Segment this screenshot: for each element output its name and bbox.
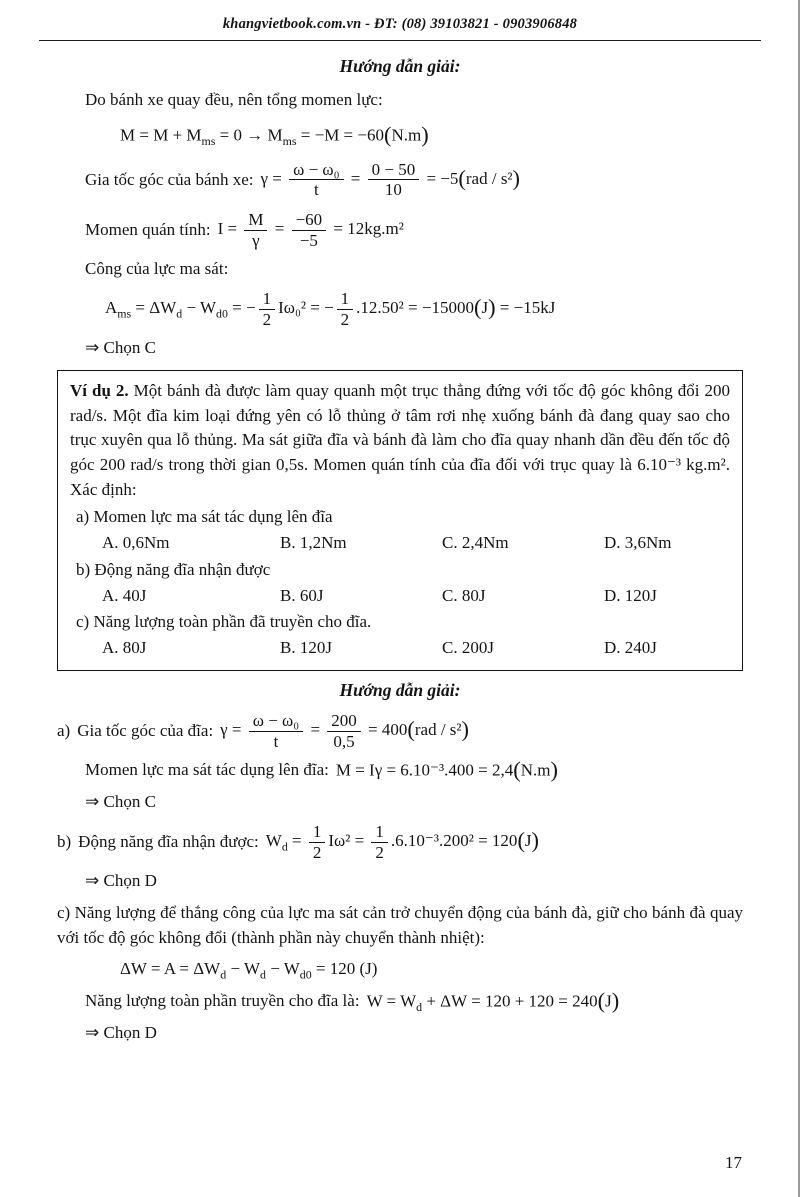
- solution-a-line1: [57, 711, 743, 751]
- answer-line-1: ⇒ Chọn C: [85, 338, 156, 358]
- solution-b-text: Động năng đĩa nhận được:: [78, 832, 259, 852]
- formula-disc-angular-accel: γ = $\frac{\text{ω − ω₀}}{t}$ = $\frac{200}{0,5}$ = 400(rad / s²): [220, 711, 469, 751]
- solution-c-text2: Năng lượng toàn phần truyền cho đĩa là:: [85, 991, 360, 1011]
- formula-friction-moment: M = Iγ = 6.10⁻³.400 = 2,4(N.m): [335, 757, 558, 783]
- answer-line-a: ⇒ Chọn C: [85, 792, 156, 812]
- solution-c-formula1: [120, 956, 743, 982]
- choice-b3: C. 80J: [442, 585, 486, 605]
- solution-c-text: c) Năng lượng để thắng công của lực ma sát cản trở chuyển động của bánh đà, giữ cho bánh đà quay với tốc độ góc không đổi (thành phần này chuyển thành nhiệt):: [57, 903, 743, 947]
- paragraph-intro: Do bánh xe quay đều, nên tổng momen lực:: [85, 90, 383, 109]
- choice-c3: C. 200J: [442, 638, 494, 658]
- solution-a-label: a): [57, 721, 71, 741]
- formula-friction-work: $A_{ms} = \Delta W_d - W_{d0}$ = − $\frac{1}{2}$ Iω₀² = − $\frac{1}{2}$ .12.50² = −15000(J) = −15kJ: [105, 289, 556, 329]
- choice-a4: D. 3,6Nm: [604, 533, 672, 553]
- example-body: Một bánh đà được làm quay quanh một trục thẳng đứng với tốc độ góc không đổi 200 rad/s. Một đĩa kim loại đứng yên có lỗ thủng ở tâm rơi nhẹ xuống bánh đà đang quay sao cho trục xuyên qua lỗ thủng. Ma sát giữa đĩa và bánh đà làm cho đĩa quay nhanh dần đều đến tốc độ góc 200 rad/s trong thời gian 0,5s. Momen quán tính của đĩa đối với trục quay là 6.10⁻³ kg.m². Xác định:: [70, 381, 730, 499]
- formula-total-moment: $M = M + M_{ms} = 0 \to M_{ms} = -M = -60(N.m)$: [120, 121, 429, 148]
- solution-b-label: b): [57, 832, 72, 852]
- choice-a2: B. 1,2Nm: [280, 533, 347, 553]
- page-number: 17: [725, 1153, 742, 1172]
- solution-a-text: Gia tốc góc của đĩa:: [77, 721, 214, 741]
- line-angular-accel: [85, 160, 743, 200]
- solution-a-line2: [85, 757, 743, 783]
- solution-a-text2: Momen lực ma sát tác dụng lên đĩa:: [85, 760, 329, 780]
- line-moment-inertia: [85, 210, 743, 250]
- formula-heat-energy: $\Delta W = A = \Delta W_d - W_d - W_{d0} = 120$ (J): [120, 959, 378, 982]
- solution-c-line2: [85, 988, 743, 1014]
- answer-line-c: ⇒ Chọn D: [85, 1023, 157, 1043]
- paragraph-friction-work: Công của lực ma sát:: [85, 259, 229, 279]
- example-label: Ví dụ 2.: [70, 381, 129, 401]
- formula-angular-accel: γ = $\frac{\text{ω − ω₀}}{t}$ = $\frac{0 - 50}{10}$ = −5(rad / s²): [260, 159, 521, 200]
- solution-b-line: [57, 822, 743, 862]
- choice-c4: D. 240J: [604, 638, 657, 658]
- header-text: khangvietbook.com.vn - ĐT: (08) 39103821 - 0903906848: [222, 16, 578, 32]
- answer-line-b: ⇒ Chọn D: [85, 871, 157, 891]
- example-box: [57, 370, 743, 671]
- choice-a3: C. 2,4Nm: [442, 533, 509, 553]
- question-c: c) Năng lượng toàn phần đã truyền cho đĩa.: [76, 612, 372, 632]
- example-statement: [70, 379, 730, 502]
- question-b: b) Động năng đĩa nhận được: [76, 559, 271, 579]
- choice-b1: A. 40J: [102, 585, 147, 605]
- choice-c1: A. 80J: [102, 638, 147, 658]
- choices-row-c: [102, 636, 730, 660]
- label-angular-accel: Gia tốc góc của bánh xe:: [85, 169, 254, 189]
- choices-row-b: [102, 584, 730, 608]
- choice-a1: A. 0,6Nm: [102, 533, 170, 553]
- formula-line-total-moment: [120, 122, 743, 148]
- solution-title-2: Hướng dẫn giải:: [339, 680, 461, 701]
- choice-b4: D. 120J: [604, 585, 657, 605]
- header-divider: [39, 40, 761, 41]
- formula-kinetic-energy: $W_d$ = $\frac{1}{2}$ Iω² = $\frac{1}{2}$ .6.10⁻³.200² = 120(J): [265, 822, 540, 862]
- solution-title-1: Hướng dẫn giải:: [339, 56, 461, 76]
- choice-c2: B. 120J: [280, 638, 332, 658]
- choices-row-a: [102, 531, 730, 555]
- formula-total-energy: $W = W_d + \Delta W = 120 + 120 = 240(J)$: [366, 988, 620, 1015]
- formula-moment-inertia: I = $\frac{M}{\gamma}$ = $\frac{-60}{-5}$ = 12kg.m²: [217, 210, 404, 250]
- label-moment-inertia: Momen quán tính:: [85, 220, 211, 240]
- question-a: a) Momen lực ma sát tác dụng lên đĩa: [76, 507, 333, 527]
- choice-b2: B. 60J: [280, 585, 324, 605]
- page-header: [57, 16, 743, 33]
- formula-line-friction-work: [105, 289, 743, 329]
